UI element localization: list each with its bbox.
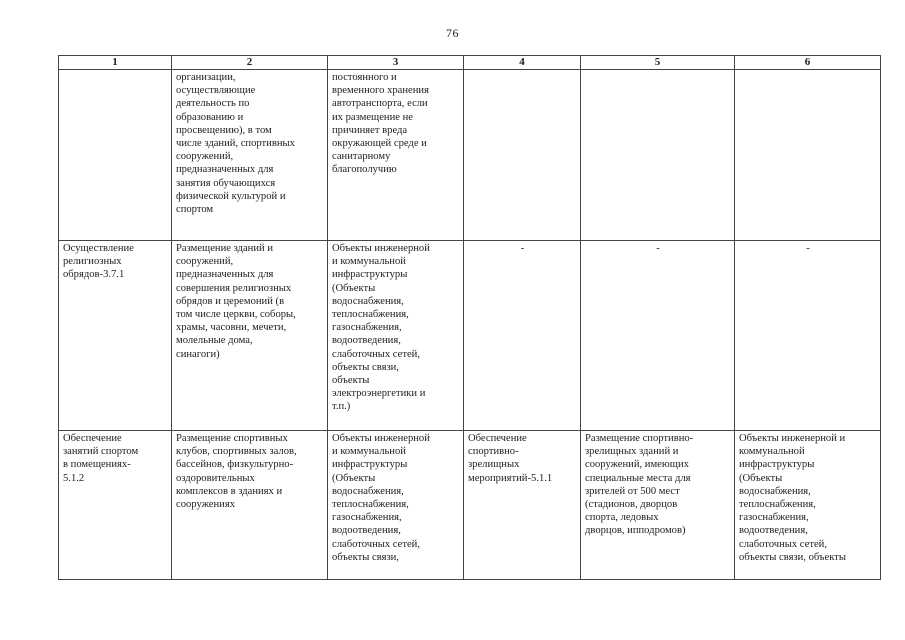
table-cell: Осуществление религиозных обрядов-3.7.1 bbox=[59, 241, 172, 431]
dash-placeholder: - bbox=[656, 243, 660, 254]
table-cell: Размещение зданий и сооружений, предназначенных для совершения религиозных обрядов и церемоний (в том числе церкви, соборы, храмы, часовни, мечети, молельные дома, синагоги) bbox=[172, 241, 328, 431]
dash-placeholder: - bbox=[520, 243, 525, 254]
table-row bbox=[59, 241, 881, 431]
table-cell: Обеспечение спортивно- зрелищных мероприятий-5.1.1 bbox=[464, 431, 581, 580]
table-cell: организации, осуществляющие деятельность по образованию и просвещению), в том числе зданий, спортивных сооружений, предназначенных для занятия обучающихся физической культурой и спортом bbox=[172, 70, 328, 241]
dash-placeholder: - bbox=[806, 243, 810, 254]
table-cell bbox=[464, 70, 581, 241]
table-row bbox=[59, 70, 881, 241]
table-cell: Размещение спортивных клубов, спортивных залов, бассейнов, физкультурно- оздоровительных комплексов в зданиях и сооружениях bbox=[172, 431, 328, 580]
table-row bbox=[59, 431, 881, 580]
column-header-5: 5 bbox=[581, 56, 735, 70]
page-number: 76 bbox=[446, 26, 459, 40]
land-use-table bbox=[58, 55, 881, 580]
table-cell bbox=[735, 241, 881, 431]
table-cell: Размещение спортивно- зрелищных зданий и сооружений, имеющих специальные места для зрителей от 500 мест (стадионов, дворцов спорта, ледовых дворцов, ипподромов) bbox=[581, 431, 735, 580]
table-cell bbox=[735, 70, 881, 241]
table-cell: постоянного и временного хранения автотранспорта, если их размещение не причиняет вреда окружающей среде и санитарному благополучию bbox=[328, 70, 464, 241]
table-cell bbox=[464, 241, 581, 431]
column-header-3: 3 bbox=[328, 56, 464, 70]
table-cell: Объекты инженерной и коммунальной инфраструктуры (Объекты водоснабжения, теплоснабжения, газоснабжения, водоотведения, слаботочных сетей, объекты связи, объекты bbox=[735, 431, 881, 580]
table-cell: Объекты инженерной и коммунальной инфраструктуры (Объекты водоснабжения, теплоснабжения, газоснабжения, водоотведения, слаботочных сетей, объекты связи, объекты электроэнергетики и т.п.) bbox=[328, 241, 464, 431]
table-cell bbox=[59, 70, 172, 241]
column-header-2: 2 bbox=[172, 56, 328, 70]
column-header-4: 4 bbox=[464, 56, 581, 70]
table-cell bbox=[581, 241, 735, 431]
column-header-1: 1 bbox=[59, 56, 172, 70]
table-cell: Объекты инженерной и коммунальной инфраструктуры (Объекты водоснабжения, теплоснабжения, газоснабжения, водоотведения, слаботочных сетей, объекты связи, bbox=[328, 431, 464, 580]
column-header-6: 6 bbox=[735, 56, 881, 70]
header-row bbox=[59, 56, 881, 70]
table-cell: Обеспечение занятий спортом в помещениях- 5.1.2 bbox=[59, 431, 172, 580]
table-cell bbox=[581, 70, 735, 241]
